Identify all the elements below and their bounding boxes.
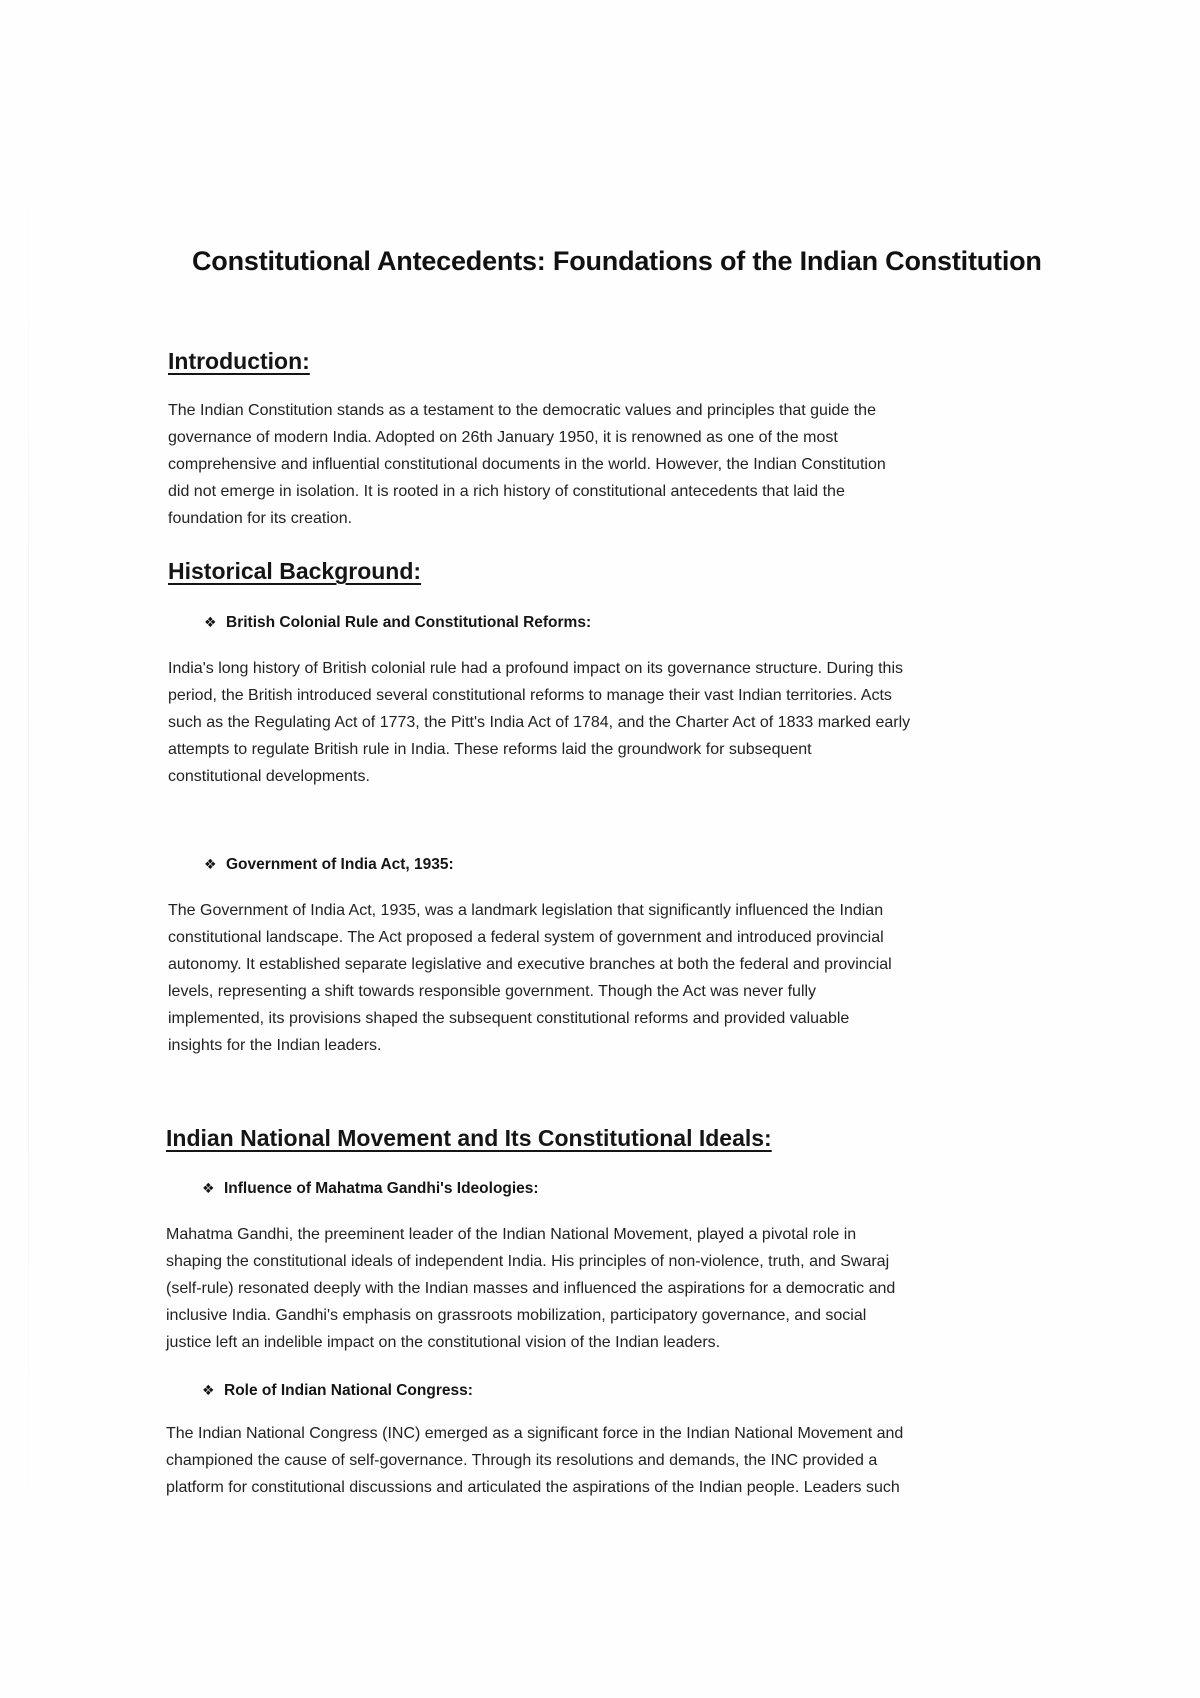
- paragraph-line: governance of modern India. Adopted on 26th January 1950, it is renowned as one of the most: [168, 429, 838, 446]
- subheading-label: Influence of Mahatma Gandhi's Ideologies:: [224, 1180, 539, 1197]
- paragraph-introduction: [168, 397, 886, 532]
- heading-historical-background: Historical Background:: [168, 558, 422, 584]
- paragraph-line: (self-rule) resonated deeply with the Indian masses and influenced the aspirations for a democratic and: [166, 1280, 896, 1297]
- scan-shadow-edge: [28, 130, 29, 1570]
- paragraph-line: Mahatma Gandhi, the preeminent leader of the Indian National Movement, played a pivotal role in: [166, 1226, 857, 1243]
- subheading-label: British Colonial Rule and Constitutional Reforms:: [226, 614, 592, 631]
- document-title: Constitutional Antecedents: Foundations of the Indian Constitution: [192, 246, 1042, 276]
- subheading-indian-national-congress: [202, 1382, 473, 1400]
- paragraph-line: The Indian National Congress (INC) emerged as a significant force in the Indian National Movement and: [166, 1425, 904, 1442]
- heading-introduction: Introduction:: [168, 348, 310, 374]
- heading-national-movement: Indian National Movement and Its Constitutional Ideals:: [166, 1125, 772, 1151]
- paragraph-line: attempts to regulate British rule in India. These reforms laid the groundwork for subsequent: [168, 741, 812, 758]
- subheading-label: Role of Indian National Congress:: [224, 1382, 473, 1399]
- paragraph-line: championed the cause of self-governance. Through its resolutions and demands, the INC provided a: [166, 1452, 878, 1469]
- paragraph-line: did not emerge in isolation. It is rooted in a rich history of constitutional antecedents that laid the: [168, 483, 845, 500]
- paragraph-line: autonomy. It established separate legislative and executive branches at both the federal and provincial: [168, 956, 892, 973]
- paragraph-british-colonial-rule: [168, 655, 910, 790]
- paragraph-line: The Government of India Act, 1935, was a landmark legislation that significantly influenced the Indian: [168, 902, 884, 919]
- paragraph-line: implemented, its provisions shaped the subsequent constitutional reforms and provided valuable: [168, 1010, 850, 1027]
- subheading-gandhi-ideologies: [202, 1180, 539, 1198]
- diamond-bullet-icon: ❖: [202, 1181, 215, 1197]
- diamond-bullet-icon: ❖: [202, 1383, 215, 1399]
- paragraph-line: comprehensive and influential constitutional documents in the world. However, the Indian Constitution: [168, 456, 886, 473]
- paragraph-gandhi-ideologies: [166, 1221, 895, 1356]
- subheading-label: Government of India Act, 1935:: [226, 856, 454, 873]
- paragraph-indian-national-congress: [166, 1420, 903, 1501]
- paragraph-line: period, the British introduced several constitutional reforms to manage their vast Indian territories. Acts: [168, 687, 892, 704]
- paragraph-line: inclusive India. Gandhi's emphasis on grassroots mobilization, participatory governance, and social: [166, 1307, 867, 1324]
- paragraph-line: India's long history of British colonial rule had a profound impact on its governance structure. During this: [168, 660, 903, 677]
- paragraph-line: constitutional landscape. The Act proposed a federal system of government and introduced provincial: [168, 929, 884, 946]
- subheading-government-of-india-act: [204, 856, 454, 874]
- subheading-british-colonial-rule: [204, 614, 591, 632]
- diamond-bullet-icon: ❖: [204, 857, 217, 873]
- paragraph-line: foundation for its creation.: [168, 510, 353, 527]
- paragraph-line: shaping the constitutional ideals of independent India. His principles of non-violence, truth, and Swaraj: [166, 1253, 890, 1270]
- paragraph-line: insights for the Indian leaders.: [168, 1037, 382, 1054]
- paragraph-government-of-india-act: [168, 897, 892, 1059]
- paragraph-line: constitutional developments.: [168, 768, 370, 785]
- diamond-bullet-icon: ❖: [204, 615, 217, 631]
- paragraph-line: levels, representing a shift towards responsible government. Though the Act was never fully: [168, 983, 817, 1000]
- paragraph-line: justice left an indelible impact on the constitutional vision of the Indian leaders.: [166, 1334, 721, 1351]
- paragraph-line: such as the Regulating Act of 1773, the Pitt's India Act of 1784, and the Charter Act of 1833 marked early: [168, 714, 911, 731]
- paragraph-line: The Indian Constitution stands as a testament to the democratic values and principles that guide the: [168, 402, 876, 419]
- paragraph-line: platform for constitutional discussions and articulated the aspirations of the Indian people. Leaders such: [166, 1479, 900, 1496]
